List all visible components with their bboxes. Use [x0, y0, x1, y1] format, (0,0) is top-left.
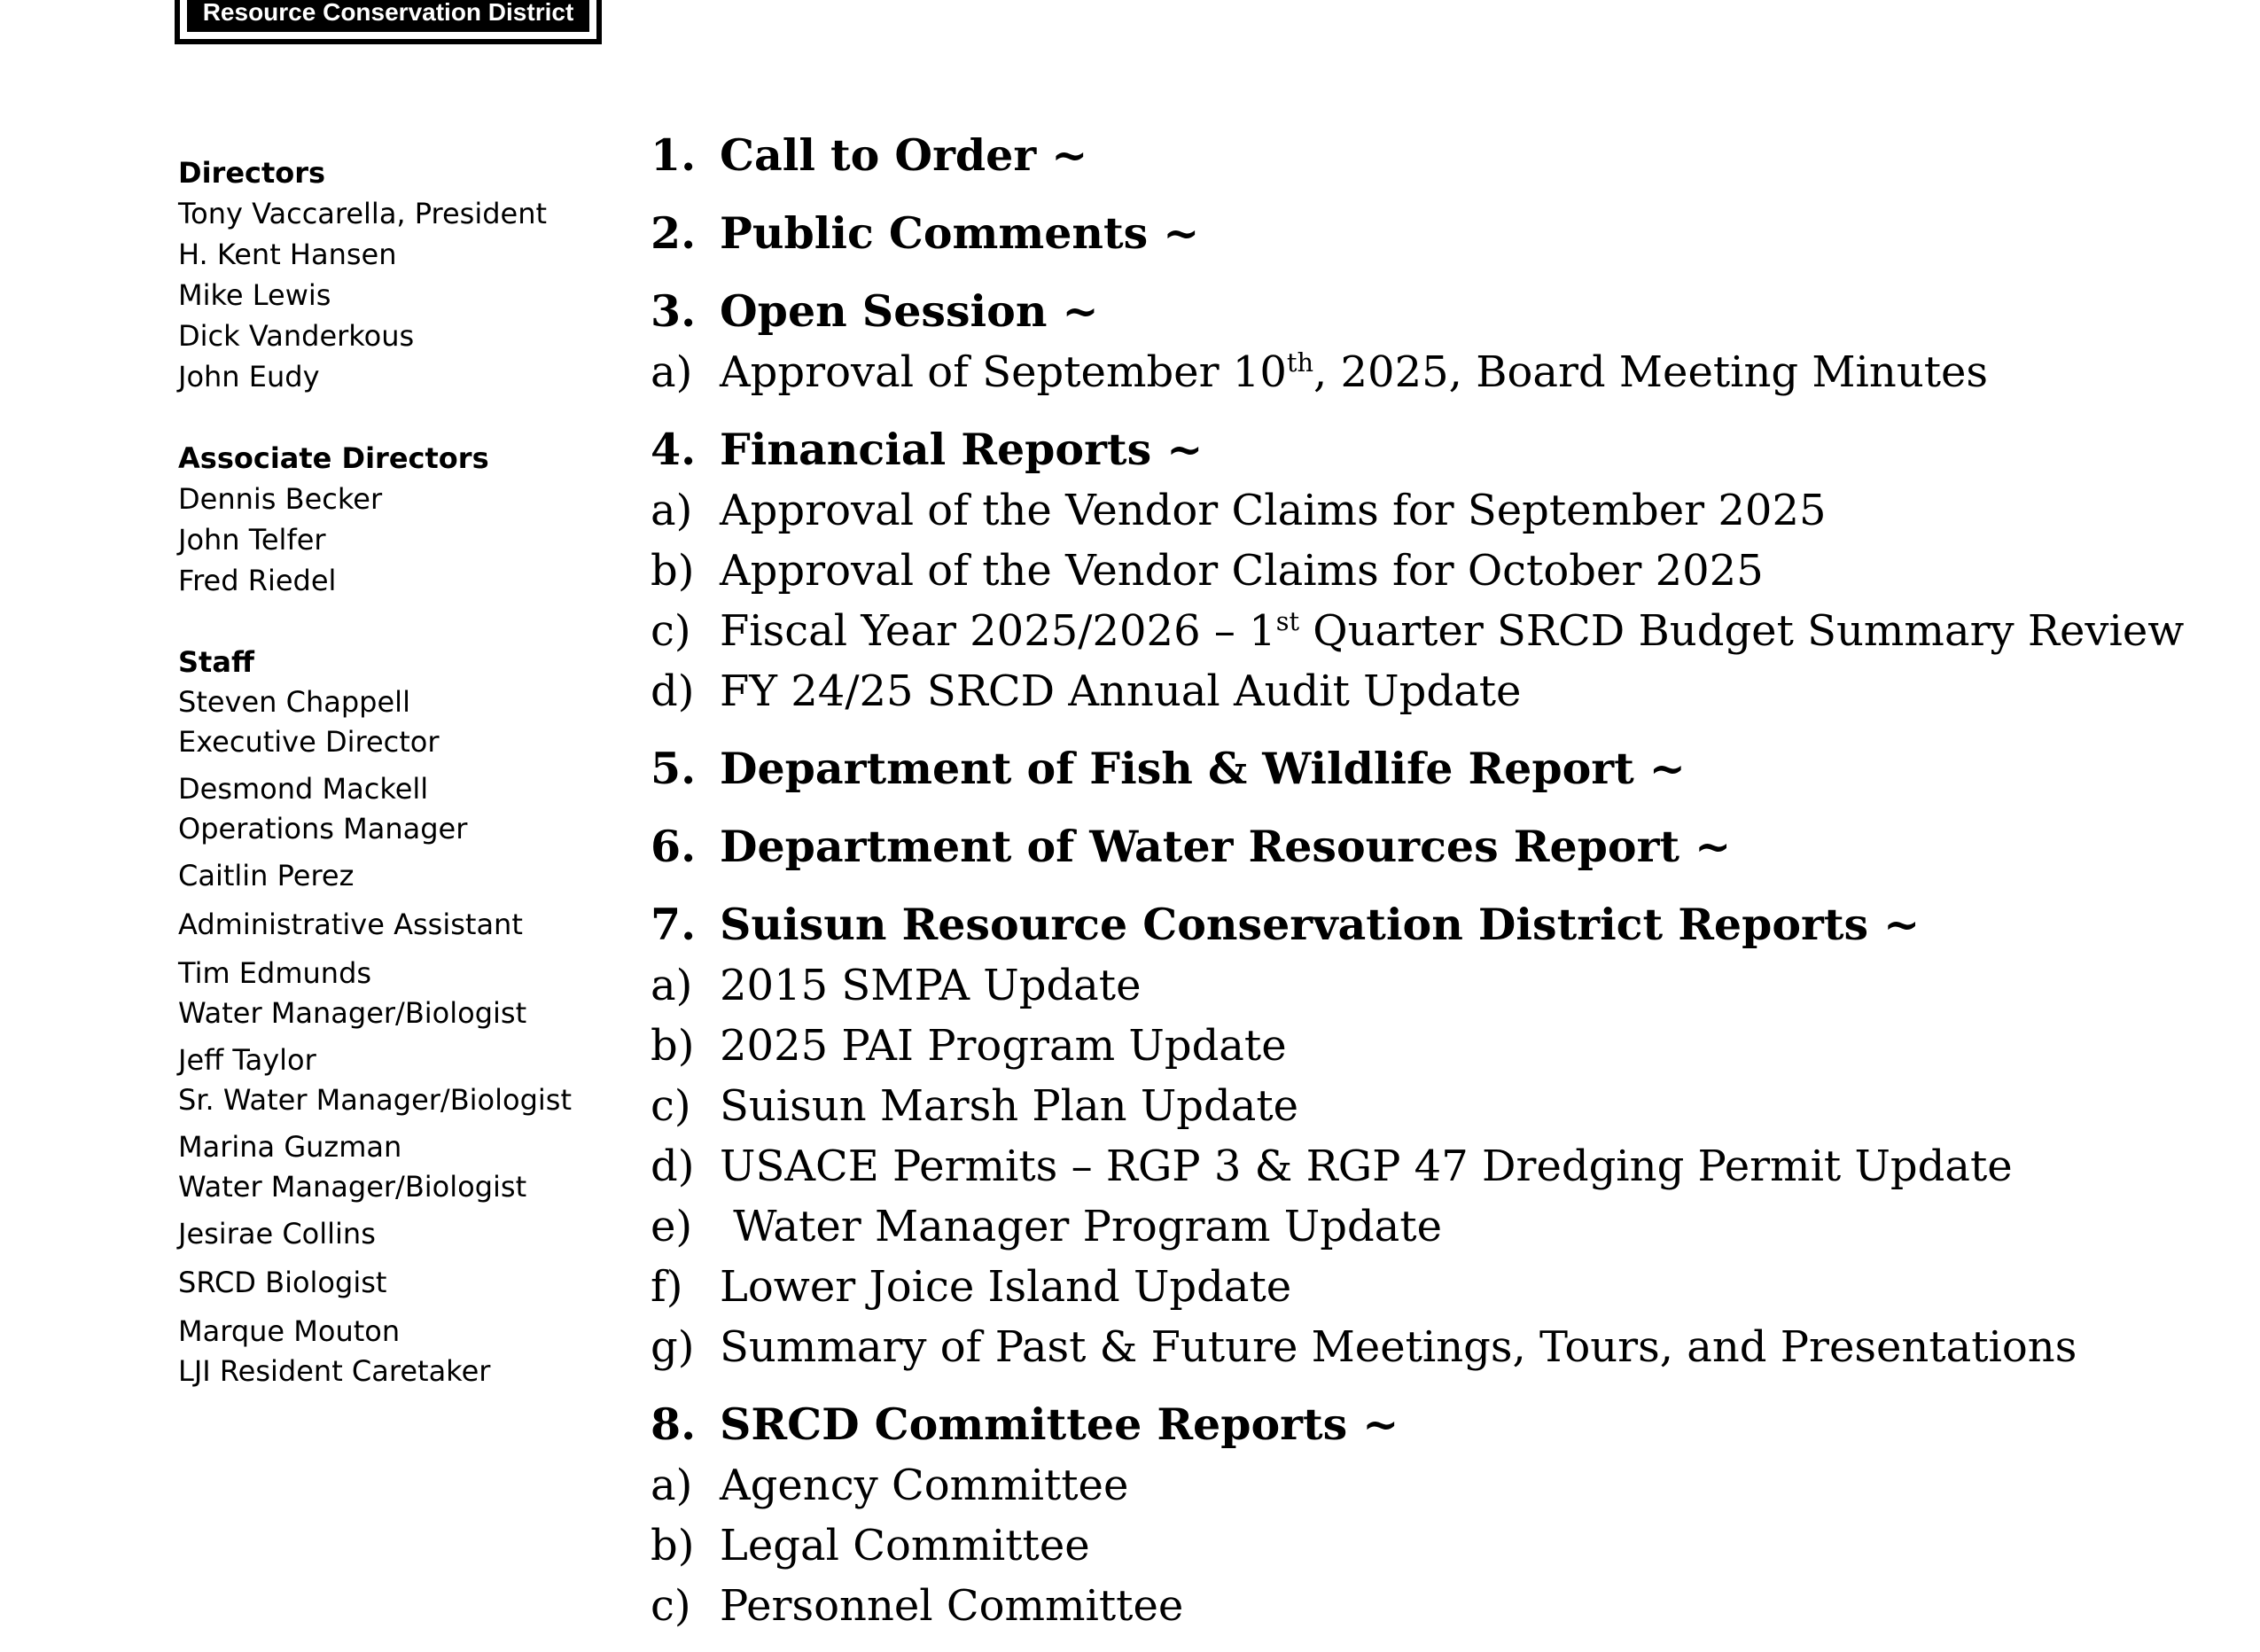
directors-list — [178, 193, 586, 397]
agenda-item-heading — [651, 124, 2228, 186]
agenda-subitem-text-main: Fiscal Year 2025/2026 – 1 — [720, 606, 1276, 656]
staff-role: Operations Manager — [178, 812, 468, 845]
agenda-item-title: Department of Fish & Wildlife Report ~ — [720, 743, 1686, 794]
agenda-subitem-letter: a) — [651, 1461, 693, 1510]
agenda-subitem-text — [720, 1076, 1298, 1136]
agenda-item-heading — [651, 893, 2228, 955]
agenda-subitem — [651, 541, 2228, 601]
agenda-item-title: Public Comments ~ — [720, 207, 1200, 259]
agenda-item — [651, 418, 2228, 721]
staff-entry — [178, 1263, 586, 1303]
agenda-item-heading — [651, 1393, 2228, 1455]
agenda-item-title: Financial Reports ~ — [720, 424, 1204, 475]
agenda-subitem-text — [720, 1576, 1183, 1636]
sidebar-roster — [178, 152, 586, 1432]
agenda-subitem-text — [720, 1455, 1128, 1516]
agenda-subitem-letter: b) — [651, 1521, 695, 1570]
directors-heading: Directors — [178, 156, 326, 190]
agenda-subitem — [651, 1317, 2228, 1377]
agenda-subitem-text-main: Approval of the Vendor Claims for October 2025 — [720, 546, 1764, 596]
staff-entry — [178, 1040, 586, 1120]
staff-name: Tim Edmunds — [178, 956, 372, 990]
agenda-subitem-letter: a) — [651, 486, 693, 535]
agenda-item-heading — [651, 737, 2228, 799]
agenda-item-number: 2. — [651, 207, 697, 259]
agenda-subitem-text-main: Summary of Past & Future Meetings, Tours, and Presentations — [720, 1322, 2077, 1372]
agenda-list — [651, 124, 2228, 1652]
agenda-item — [651, 893, 2228, 1377]
director-name: Mike Lewis — [178, 278, 331, 312]
agenda-subitem-letter: c) — [651, 606, 691, 656]
ordinal-suffix: th — [1286, 347, 1313, 378]
agenda-subitem-text-main: Legal Committee — [720, 1521, 1090, 1570]
agenda-item-title: Suisun Resource Conservation District Reports ~ — [720, 899, 1921, 950]
agenda-subitem-text-main: 2025 PAI Program Update — [720, 1021, 1287, 1071]
staff-name: Administrative Assistant — [178, 908, 523, 941]
associate-directors-list — [178, 479, 586, 601]
agenda-item-number: 5. — [651, 743, 697, 794]
staff-name: Caitlin Perez — [178, 859, 355, 892]
staff-role: Water Manager/Biologist — [178, 1170, 527, 1204]
staff-list — [178, 682, 586, 1391]
agenda-subitem-letter: c) — [651, 1581, 691, 1631]
director-name: John Eudy — [178, 360, 320, 394]
agenda-subitem-letter: e) — [651, 1202, 693, 1251]
associate-directors-group — [178, 438, 586, 601]
staff-entry — [178, 682, 586, 762]
staff-name: SRCD Biologist — [178, 1266, 387, 1299]
agenda-item-heading — [651, 280, 2228, 342]
agenda-subitem-text-main: Approval of September 10 — [720, 347, 1287, 397]
staff-entry — [178, 1312, 586, 1391]
staff-name: Jeff Taylor — [178, 1043, 316, 1077]
agenda-subitem — [651, 480, 2228, 541]
agenda-item — [651, 737, 2228, 799]
agenda-item — [651, 202, 2228, 264]
agenda-item-number: 6. — [651, 821, 697, 872]
agenda-subitem-letter: a) — [651, 961, 693, 1010]
staff-name: Jesirae Collins — [178, 1217, 376, 1251]
agenda-subitem-text-rest: Quarter SRCD Budget Summary Review — [1299, 606, 2185, 656]
staff-heading: Staff — [178, 645, 254, 679]
staff-role: Water Manager/Biologist — [178, 996, 527, 1030]
agenda-item-title: SRCD Committee Reports ~ — [720, 1399, 1399, 1450]
directors-group — [178, 152, 586, 397]
agenda-subitem-letter: g) — [651, 1322, 695, 1372]
agenda-subitem-letter: a) — [651, 347, 693, 397]
agenda-item-heading — [651, 418, 2228, 480]
agenda-subitem-text-main: Water Manager Program Update — [720, 1202, 1442, 1251]
agenda-subitem — [651, 1196, 2228, 1257]
agenda-subitem — [651, 1076, 2228, 1136]
associate-director-name: Dennis Becker — [178, 482, 383, 516]
agenda-subitem — [651, 1576, 2228, 1636]
agenda-subitem — [651, 1455, 2228, 1516]
staff-role: Sr. Water Manager/Biologist — [178, 1083, 572, 1117]
agenda-subitem-text-main: Lower Joice Island Update — [720, 1262, 1292, 1312]
agenda-subitem-text — [720, 1516, 1090, 1576]
agenda-item-number: 1. — [651, 129, 697, 181]
agenda-subitem-text — [720, 342, 1988, 402]
agenda-subitem-text-rest: , 2025, Board Meeting Minutes — [1313, 347, 1989, 397]
agenda-subitem-text — [720, 480, 1827, 541]
agenda-subitem-text-main: Personnel Committee — [720, 1581, 1184, 1631]
agenda-subitem-text-main: Suisun Marsh Plan Update — [720, 1081, 1299, 1131]
agenda-subitem — [651, 955, 2228, 1016]
agenda-item-number: 4. — [651, 424, 697, 475]
agenda-subitem — [651, 1136, 2228, 1196]
director-name: Dick Vanderkous — [178, 319, 415, 353]
agenda-subitem-letter: b) — [651, 1021, 695, 1071]
agenda-subitem-text — [720, 541, 1764, 601]
staff-role: LJI Resident Caretaker — [178, 1354, 491, 1388]
staff-entry — [178, 769, 586, 849]
agenda-subitem — [651, 661, 2228, 721]
agenda-subitem-letter: b) — [651, 546, 695, 596]
agenda-subitem-text — [720, 1136, 2013, 1196]
logo-text: Resource Conservation District — [187, 0, 589, 32]
staff-entry — [178, 905, 586, 945]
agenda-subitem-text — [720, 955, 1141, 1016]
staff-group — [178, 642, 586, 1391]
associate-director-name: Fred Riedel — [178, 564, 337, 597]
agenda-item-number: 7. — [651, 899, 697, 950]
staff-entry — [178, 1214, 586, 1254]
agenda-item — [651, 280, 2228, 402]
agenda-item — [651, 1393, 2228, 1636]
staff-name: Marina Guzman — [178, 1130, 402, 1164]
agenda-subitem-letter: f) — [651, 1262, 683, 1312]
agenda-subitem-text-main: FY 24/25 SRCD Annual Audit Update — [720, 666, 1522, 716]
staff-name: Desmond Mackell — [178, 772, 429, 806]
agenda-item-heading — [651, 202, 2228, 264]
agenda-subitem-text — [720, 1016, 1287, 1076]
agenda-item-number: 8. — [651, 1399, 697, 1450]
agenda-subitem-letter: c) — [651, 1081, 691, 1131]
staff-entry — [178, 1127, 586, 1207]
associate-director-name: John Telfer — [178, 523, 326, 557]
director-name: H. Kent Hansen — [178, 238, 397, 271]
ordinal-suffix: st — [1275, 606, 1300, 636]
staff-entry — [178, 954, 586, 1033]
agenda-item-title: Open Session ~ — [720, 285, 1099, 337]
agenda-item-heading — [651, 815, 2228, 877]
agenda-subitem-text — [720, 1317, 2077, 1377]
agenda-subitem-text — [720, 661, 1521, 721]
agenda-subitem — [651, 342, 2228, 402]
agenda-subitem-letter: d) — [651, 666, 695, 716]
staff-name: Steven Chappell — [178, 685, 410, 719]
agenda-subitem — [651, 1257, 2228, 1317]
agenda-item-title: Department of Water Resources Report ~ — [720, 821, 1732, 872]
agenda-subitem — [651, 1516, 2228, 1576]
agenda-item-number: 3. — [651, 285, 697, 337]
agenda-subitem-text — [720, 1257, 1291, 1317]
agenda-subitem-text — [720, 1196, 1442, 1257]
associate-directors-heading: Associate Directors — [178, 441, 489, 475]
agenda-subitem — [651, 1016, 2228, 1076]
agenda-item — [651, 815, 2228, 877]
district-logo — [175, 0, 602, 44]
agenda-item-title: Call to Order ~ — [720, 129, 1088, 181]
staff-name: Marque Mouton — [178, 1314, 401, 1348]
agenda-subitem-text-main: Approval of the Vendor Claims for September 2025 — [720, 486, 1827, 535]
staff-role: Executive Director — [178, 725, 440, 759]
agenda-subitem — [651, 601, 2228, 661]
agenda-item — [651, 124, 2228, 186]
agenda-subitem-text-main: USACE Permits – RGP 3 & RGP 47 Dredging Permit Update — [720, 1142, 2013, 1191]
agenda-subitem-text-main: Agency Committee — [720, 1461, 1129, 1510]
director-name: Tony Vaccarella, President — [178, 197, 548, 230]
agenda-subitem-text-main: 2015 SMPA Update — [720, 961, 1142, 1010]
staff-entry — [178, 856, 586, 896]
agenda-subitem-text — [720, 601, 2184, 661]
agenda-subitem-letter: d) — [651, 1142, 695, 1191]
